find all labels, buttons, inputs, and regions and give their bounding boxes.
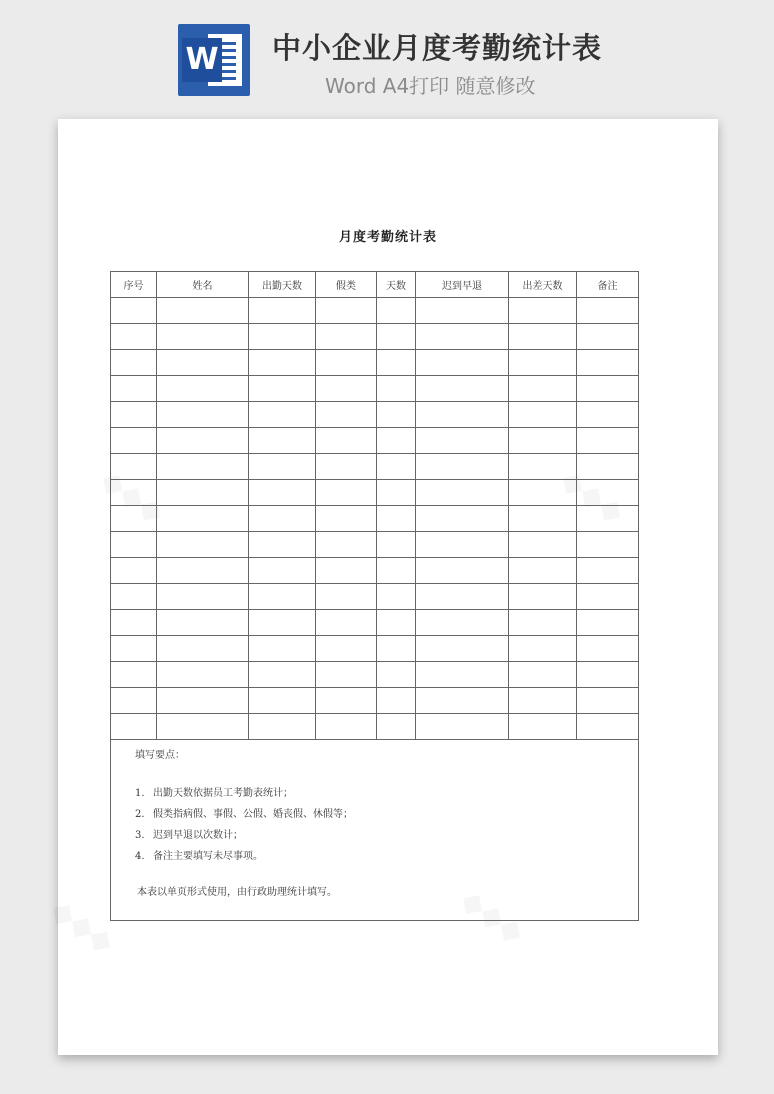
table-cell[interactable] [577,506,639,532]
table-cell[interactable] [416,480,509,506]
table-row [111,610,639,636]
table-cell[interactable] [316,714,377,740]
table-cell[interactable] [249,714,316,740]
table-cell[interactable] [377,584,416,610]
table-cell[interactable] [249,454,316,480]
table-cell[interactable] [377,324,416,350]
column-header: 出差天数 [509,272,577,298]
table-cell[interactable] [416,558,509,584]
table-cell[interactable] [509,584,577,610]
table-cell[interactable] [316,688,377,714]
table-cell[interactable] [577,532,639,558]
table-cell[interactable] [577,324,639,350]
table-cell[interactable] [377,506,416,532]
table-cell[interactable] [111,454,157,480]
table-row [111,350,639,376]
table-cell[interactable] [509,688,577,714]
table-cell[interactable] [249,428,316,454]
table-row [111,714,639,740]
table-cell[interactable] [157,376,249,402]
table-cell[interactable] [509,636,577,662]
table-cell[interactable] [157,324,249,350]
table-cell[interactable] [377,662,416,688]
note-item [135,825,638,846]
table-cell[interactable] [157,688,249,714]
table-row [111,636,639,662]
document-title: 月度考勤统计表 [338,230,437,245]
table-cell[interactable] [111,298,157,324]
column-header: 序号 [111,272,157,298]
table-cell[interactable] [316,402,377,428]
table-cell[interactable] [416,610,509,636]
table-cell[interactable] [157,428,249,454]
table-cell[interactable] [577,714,639,740]
table-cell[interactable] [249,636,316,662]
table-cell[interactable] [111,506,157,532]
table-cell[interactable] [377,454,416,480]
table-cell[interactable] [416,298,509,324]
table-cell[interactable] [111,558,157,584]
table-row [111,428,639,454]
table-cell[interactable] [509,454,577,480]
table-cell[interactable] [509,480,577,506]
table-cell[interactable] [509,610,577,636]
table-row [111,506,639,532]
banner [0,0,774,110]
notes [111,740,638,898]
table-row [111,584,639,610]
column-header: 备注 [577,272,639,298]
table-cell[interactable] [316,532,377,558]
column-header: 出勤天数 [249,272,316,298]
table-cell[interactable] [377,376,416,402]
table-cell[interactable] [509,506,577,532]
table-cell[interactable] [316,324,377,350]
table-cell[interactable] [577,688,639,714]
table-cell[interactable] [316,584,377,610]
table-cell[interactable] [577,376,639,402]
table-cell[interactable] [416,428,509,454]
table-cell[interactable] [377,688,416,714]
table-cell[interactable] [157,402,249,428]
table-cell[interactable] [577,454,639,480]
table-cell[interactable] [377,558,416,584]
table-cell[interactable] [416,662,509,688]
note-number: 4. [135,851,145,862]
table-cell[interactable] [249,350,316,376]
table-cell[interactable] [416,714,509,740]
column-header: 迟到早退 [416,272,509,298]
table-cell[interactable] [157,506,249,532]
table-row [111,298,639,324]
note-text: 迟到早退以次数计； [153,830,243,841]
table-cell[interactable] [577,480,639,506]
logo-letter: W [182,38,222,82]
table-cell[interactable] [509,532,577,558]
notes-heading: 填写要点： [135,750,185,761]
table-cell[interactable] [249,584,316,610]
table-cell[interactable] [509,376,577,402]
table-cell[interactable] [157,610,249,636]
table-cell[interactable] [377,610,416,636]
table-cell[interactable] [577,402,639,428]
table-cell[interactable] [157,714,249,740]
table-cell[interactable] [416,584,509,610]
table-cell[interactable] [111,584,157,610]
banner-title: 中小企业月度考勤统计表 [272,31,603,65]
note-text: 假类指病假、事假、公假、婚丧假、休假等； [153,809,353,820]
table-cell[interactable] [416,402,509,428]
table-cell[interactable] [111,324,157,350]
table-cell[interactable] [416,376,509,402]
note-item [135,846,638,867]
column-header: 天数 [377,272,416,298]
table-cell[interactable] [249,376,316,402]
note-number: 1. [135,788,145,799]
table-cell[interactable] [416,506,509,532]
note-text: 出勤天数依据员工考勤表统计； [153,788,293,799]
table-cell[interactable] [377,350,416,376]
table-row [111,532,639,558]
table-cell[interactable] [316,610,377,636]
table-cell[interactable] [509,662,577,688]
table-cell[interactable] [249,480,316,506]
table-cell[interactable] [577,350,639,376]
table-cell[interactable] [316,350,377,376]
table-cell[interactable] [249,402,316,428]
table-cell[interactable] [157,350,249,376]
table-cell[interactable] [111,428,157,454]
table-cell[interactable] [316,454,377,480]
table-cell[interactable] [377,402,416,428]
table-cell[interactable] [509,428,577,454]
table-cell[interactable] [157,454,249,480]
table-cell[interactable] [316,662,377,688]
note-item [135,783,638,804]
table-cell[interactable] [111,532,157,558]
column-header: 姓名 [157,272,249,298]
table-row [111,480,639,506]
table-cell[interactable] [249,506,316,532]
table-cell[interactable] [111,688,157,714]
document-page [58,119,718,1055]
table-row [111,688,639,714]
table-body [111,298,639,740]
note-number: 2. [135,809,145,820]
table-row [111,454,639,480]
note-text: 备注主要填写未尽事项。 [153,851,263,862]
table-cell[interactable] [416,350,509,376]
table-cell[interactable] [377,480,416,506]
table-cell[interactable] [577,584,639,610]
table-row [111,662,639,688]
table-cell[interactable] [577,662,639,688]
table-cell[interactable] [577,558,639,584]
table-row [111,558,639,584]
table-cell[interactable] [577,298,639,324]
table-cell[interactable] [377,532,416,558]
table-cell[interactable] [509,350,577,376]
table-cell[interactable] [111,636,157,662]
table-cell[interactable] [111,662,157,688]
table-cell[interactable] [577,610,639,636]
table-cell[interactable] [577,428,639,454]
attendance-table [110,271,639,921]
table-cell[interactable] [577,636,639,662]
notes-cell [111,740,639,921]
table-cell[interactable] [509,714,577,740]
table-cell[interactable] [316,558,377,584]
table-cell[interactable] [416,454,509,480]
table-cell[interactable] [249,532,316,558]
note-item [135,804,638,825]
table-row [111,402,639,428]
table-cell[interactable] [509,558,577,584]
table-row [111,376,639,402]
table-header-row [111,272,639,298]
table-cell[interactable] [157,636,249,662]
table-cell[interactable] [509,324,577,350]
table-cell[interactable] [316,636,377,662]
table-cell[interactable] [316,506,377,532]
table-cell[interactable] [377,298,416,324]
notes-row [111,740,639,921]
table-cell[interactable] [416,636,509,662]
table-cell[interactable] [111,480,157,506]
table-cell[interactable] [377,714,416,740]
table-cell[interactable] [316,376,377,402]
table-cell[interactable] [157,558,249,584]
table-cell[interactable] [157,662,249,688]
table-cell[interactable] [316,428,377,454]
table-cell[interactable] [416,688,509,714]
table-cell[interactable] [416,324,509,350]
banner-subtitle: Word A4打印 随意修改 [325,74,536,98]
table-cell[interactable] [111,610,157,636]
table-cell[interactable] [111,402,157,428]
table-cell[interactable] [249,298,316,324]
table-cell[interactable] [509,402,577,428]
table-cell[interactable] [377,636,416,662]
table-cell[interactable] [157,298,249,324]
table-cell[interactable] [249,558,316,584]
table-cell[interactable] [249,324,316,350]
table-cell[interactable] [316,298,377,324]
table-cell[interactable] [157,584,249,610]
table-row [111,324,639,350]
table-cell[interactable] [316,480,377,506]
table-cell[interactable] [249,610,316,636]
table-cell[interactable] [157,480,249,506]
table-cell[interactable] [249,688,316,714]
note-number: 3. [135,830,145,841]
table-cell[interactable] [377,428,416,454]
column-header: 假类 [316,272,377,298]
table-cell[interactable] [157,532,249,558]
table-cell[interactable] [249,662,316,688]
table-cell[interactable] [509,298,577,324]
table-cell[interactable] [416,532,509,558]
notes-footer: 本表以单页形式使用，由行政助理统计填写。 [137,887,337,898]
table-cell[interactable] [111,350,157,376]
table-cell[interactable] [111,376,157,402]
table-cell[interactable] [111,714,157,740]
word-logo-icon [178,24,250,96]
